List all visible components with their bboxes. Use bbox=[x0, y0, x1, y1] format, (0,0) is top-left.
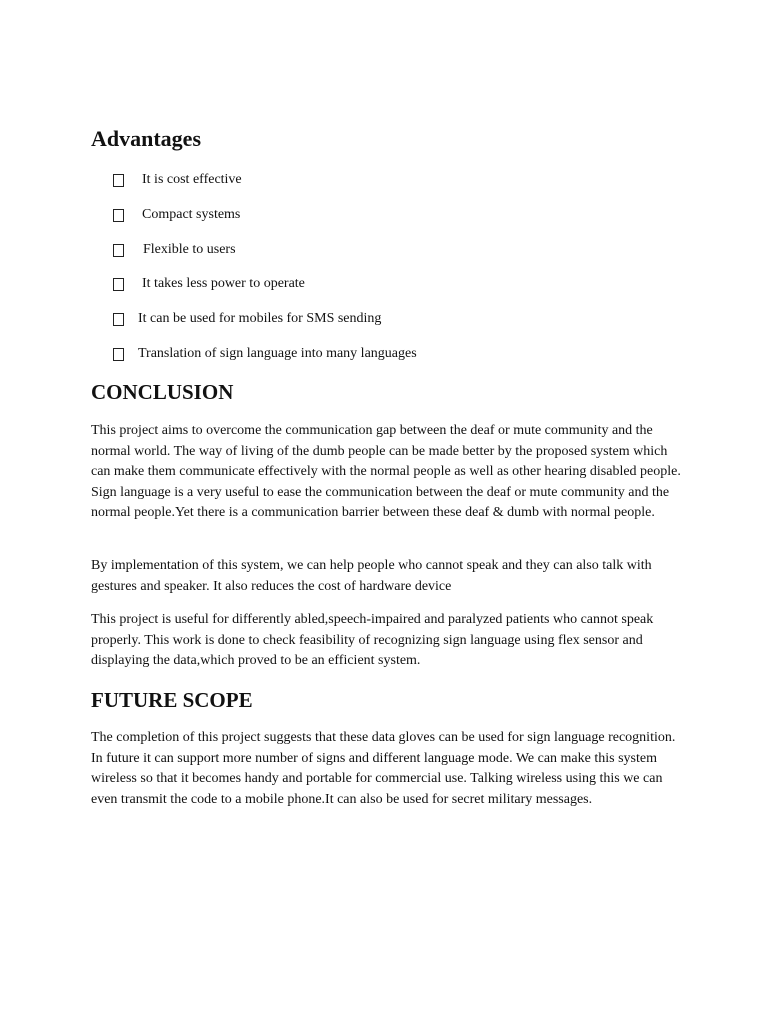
future-scope-paragraph: The completion of this project suggests that these data gloves can be used for sign language recognition. In future it can support more number of signs and different language mode. We can make this system wireless so that it becomes handy and portable for commercial use. Talking wireless using this we can even transmit the code to a mobile phone.It can also be used for secret military messages. bbox=[91, 730, 676, 807]
list-item-text: It is cost effective bbox=[142, 172, 242, 187]
advantages-heading: Advantages bbox=[91, 126, 202, 151]
list-item bbox=[91, 168, 691, 203]
conclusion-paragraph: By implementation of this system, we can help people who cannot speak and they can also talk with gestures and speaker. It also reduces the cost of hardware device bbox=[91, 558, 652, 594]
conclusion-paragraph: This project is useful for differently abled,speech-impaired and paralyzed patients who cannot speak properly. This work is done to check feasibility of recognizing sign language using flex sensor and displaying the data,which proved to be an efficient system. bbox=[91, 612, 654, 668]
square-bullet-icon bbox=[113, 244, 124, 257]
list-item bbox=[91, 238, 691, 273]
square-bullet-icon bbox=[113, 313, 124, 326]
list-item bbox=[91, 203, 691, 238]
list-item-text: Flexible to users bbox=[143, 241, 236, 257]
conclusion-paragraph: This project aims to overcome the communication gap between the deaf or mute community and the normal world. The way of living of the dumb people can be made better by the proposed system which can make them communicate effectively with the normal people as well as other hearing disabled people. Sign language is a very useful to ease the communication between the deaf or mute community and the normal people.Yet there is a communication barrier between these deaf & dumb with normal people. bbox=[91, 423, 681, 520]
advantages-list bbox=[91, 168, 691, 377]
square-bullet-icon bbox=[113, 278, 124, 291]
square-bullet-icon bbox=[113, 348, 124, 361]
future-scope-heading: FUTURE SCOPE bbox=[91, 688, 253, 712]
list-item-text: Translation of sign language into many languages bbox=[138, 345, 417, 361]
list-item bbox=[91, 272, 691, 307]
list-item-text: Compact systems bbox=[142, 206, 241, 222]
list-item-text: It takes less power to operate bbox=[142, 276, 305, 292]
list-item-text: It can be used for mobiles for SMS sending bbox=[138, 311, 382, 327]
square-bullet-icon bbox=[113, 209, 124, 222]
list-item bbox=[91, 342, 691, 377]
square-bullet-icon bbox=[113, 174, 124, 187]
conclusion-heading: CONCLUSION bbox=[91, 380, 234, 404]
list-item bbox=[91, 307, 691, 342]
